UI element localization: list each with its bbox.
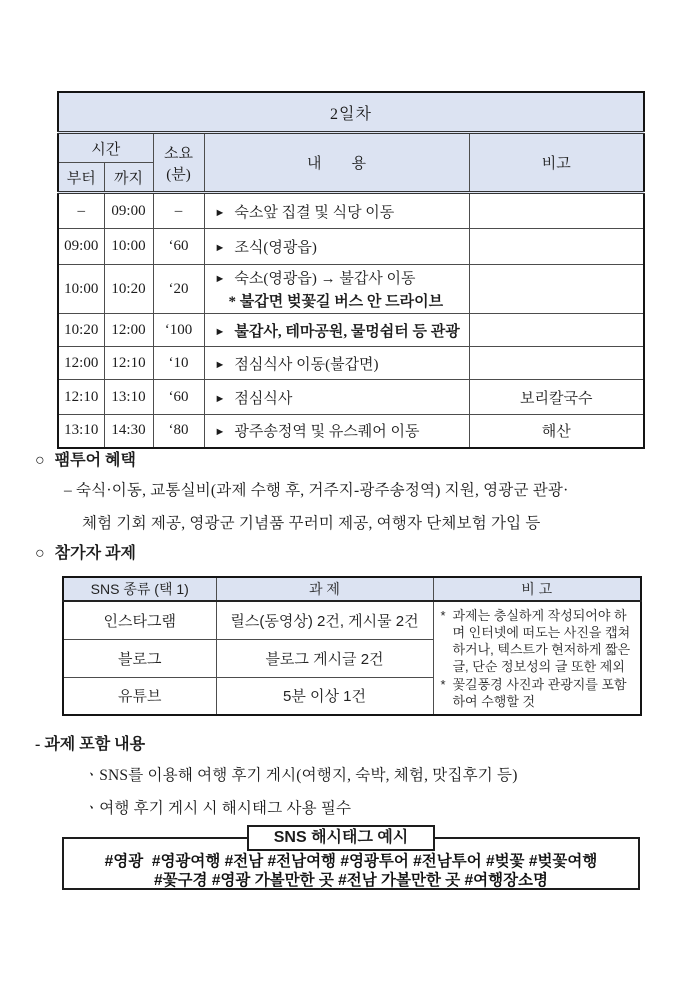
col-header-note: 비 고 [433,577,641,601]
schedule-content [204,229,469,265]
day-schedule-table [57,91,645,449]
content-subtext: * 불갑면 벚꽃길 버스 안 드라이브 [228,294,444,310]
duration-label: 소요 [164,145,193,162]
include-item-text: SNS를 이용해 여행 후기 게시(여행지, 숙박, 체험, 맛집후기 등) [99,767,518,784]
sns-task: 5분 이상 1건 [216,677,433,715]
tasks-section-title [35,540,136,563]
arrow-bullet-icon: ► [214,242,226,254]
col-header-to: 까지 [104,163,153,193]
arrow-bullet-icon: ► [214,273,226,285]
arrow-bullet-icon: ► [214,325,226,338]
asterisk-bullet-icon: * [440,608,446,623]
include-section-title: - 과제 포함 내용 [35,736,146,753]
time-to: 12:00 [104,314,153,347]
time-to: 10:00 [104,229,153,265]
schedule-note [469,265,644,314]
sns-header-row [63,577,641,601]
schedule-row [58,314,644,347]
header-row-1 [58,133,644,163]
note-item [440,676,635,710]
hashtag-line-2: #꽃구경 #영광 가볼만한 곳 #전남 가볼만한 곳 #여행장소명 [153,872,549,889]
dot-bullet-icon: ㆍ [84,800,100,817]
note-text: 꽃길풍경 사진과 관광지를 포함하여 수행할 것 [452,677,627,709]
schedule-note: 해산 [469,415,644,448]
content-text: 점심식사 이동(불갑면) [234,356,379,373]
time-from: – [58,193,104,229]
schedule-content [204,265,469,314]
schedule-content [204,314,469,347]
schedule-row [58,229,644,265]
benefits-line-1: – 숙식·이동, 교통실비(과제 수행 후, 거주지-광주송정역) 지원, 영광군 관광· [64,482,569,499]
hashtag-box-title: SNS 해시태그 예시 [247,825,435,851]
time-to: 10:20 [104,265,153,314]
content-text: 점심식사 [234,390,293,407]
arrow-bullet-icon: ► [214,426,226,439]
include-item-2 [84,796,351,818]
col-header-task: 과 제 [216,577,433,601]
time-to: 09:00 [104,193,153,229]
schedule-note: 보리칼국수 [469,380,644,415]
duration: ‘20 [153,265,204,314]
note-text: 과제는 충실하게 작성되어야 하며 인터넷에 떠도는 사진을 캡쳐하거나, 텍스트가 현저하게 짧은 글, 단순 정보성의 글 또한 제외 [452,608,631,674]
circle-bullet-icon: ○ [35,452,45,469]
hashtag-line-1: #영광 #영광여행 #전남 #전남여행 #영광투어 #전남투어 #벚꽃 #벚꽃여행 [104,853,598,870]
benefits-section-title [35,447,136,470]
circle-bullet-icon: ○ [35,545,45,562]
include-item-text: 여행 후기 게시 시 해시태그 사용 필수 [99,800,352,817]
schedule-note [469,347,644,380]
schedule-row [58,265,644,314]
schedule-note [469,314,644,347]
sns-type: 유튜브 [63,677,216,715]
sns-task: 릴스(동영상) 2건, 게시물 2건 [216,601,433,639]
schedule-content [204,347,469,380]
duration: – [153,193,204,229]
schedule-note [469,193,644,229]
dot-bullet-icon: ㆍ [84,767,100,784]
asterisk-bullet-icon: * [440,677,446,692]
schedule-content [204,380,469,415]
arrow-bullet-icon: ► [214,392,226,405]
time-from: 10:00 [58,265,104,314]
content-text: 숙소앞 집결 및 식당 이동 [234,204,395,221]
time-from: 09:00 [58,229,104,265]
time-from: 10:20 [58,314,104,347]
sns-task-table [62,576,642,716]
schedule-row [58,380,644,415]
col-header-from: 부터 [58,163,104,193]
schedule-content [204,193,469,229]
table-title-row [58,92,644,133]
sns-type: 인스타그램 [63,601,216,639]
duration-unit-label: (분) [166,166,191,183]
schedule-row [58,415,644,448]
schedule-row [58,347,644,380]
arrow-bullet-icon: ► [214,206,226,219]
sns-row [63,601,641,639]
time-to: 13:10 [104,380,153,415]
duration: ‘100 [153,314,204,347]
schedule-row [58,193,644,229]
benefits-title-text: 팸투어 혜택 [54,452,136,469]
duration: ‘10 [153,347,204,380]
arrow-bullet-icon: ► [214,358,226,371]
duration: ‘80 [153,415,204,448]
col-header-note: 비고 [469,133,644,193]
time-from: 12:10 [58,380,104,415]
note-item [440,607,635,675]
include-item-1 [84,763,518,785]
duration: ‘60 [153,380,204,415]
time-from: 13:10 [58,415,104,448]
content-text: 불갑사, 테마공원, 물멍쉼터 등 관광 [234,323,460,340]
time-to: 12:10 [104,347,153,380]
content-text: 광주송정역 및 유스퀘어 이동 [234,424,420,441]
content-text: 조식(영광읍) [234,240,317,256]
day-title: 2일차 [58,92,644,133]
content-text: 숙소(영광읍) → 불갑사 이동 [234,271,416,287]
schedule-content [204,415,469,448]
time-from: 12:00 [58,347,104,380]
sns-task: 블로그 게시글 2건 [216,639,433,677]
sns-type: 블로그 [63,639,216,677]
col-header-duration [153,133,204,193]
duration: ‘60 [153,229,204,265]
col-header-time: 시간 [58,133,153,163]
schedule-note [469,229,644,265]
tasks-title-text: 참가자 과제 [54,545,136,562]
col-header-content: 내 용 [204,133,469,193]
time-to: 14:30 [104,415,153,448]
sns-note-cell [433,601,641,715]
benefits-line-2: 체험 기회 제공, 영광군 기념품 꾸러미 제공, 여행자 단체보험 가입 등 [82,515,541,532]
col-header-sns-type: SNS 종류 (택 1) [63,577,216,601]
